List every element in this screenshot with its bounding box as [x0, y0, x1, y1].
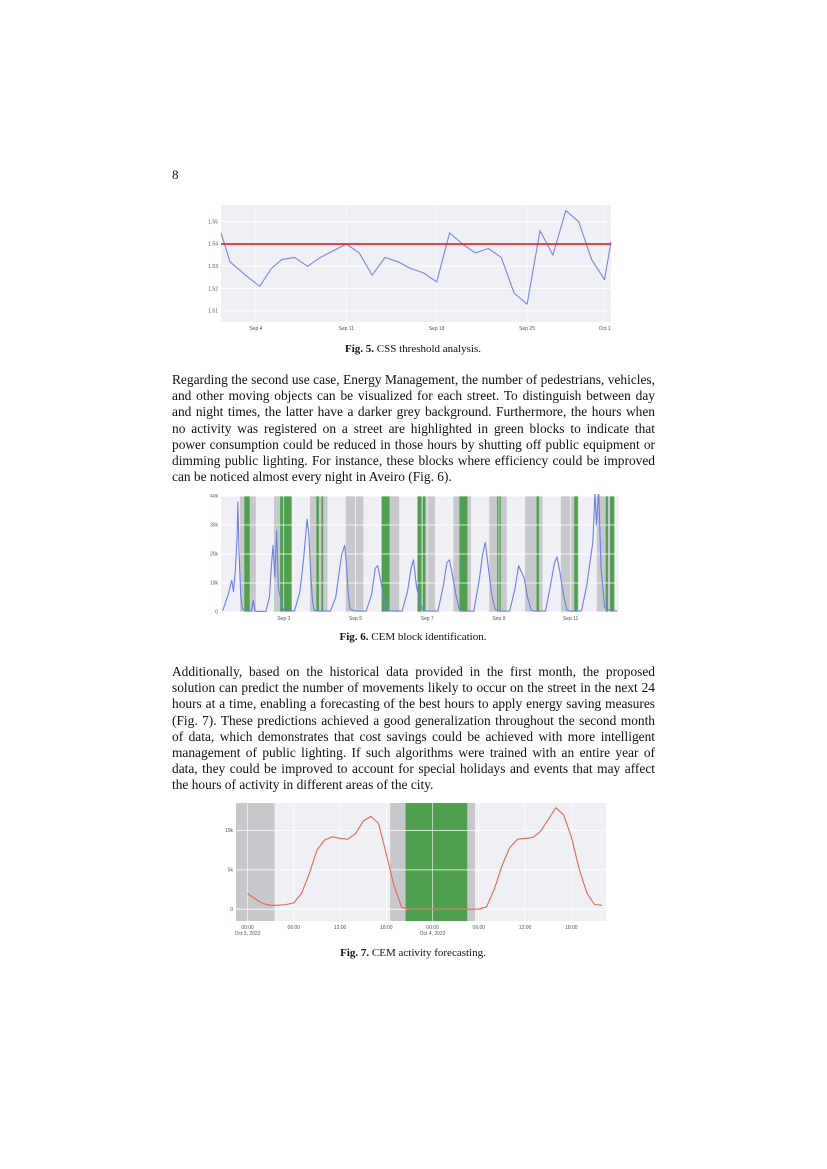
x-tick-label: Sep 11 [562, 616, 579, 622]
figure-7-label: Fig. 7. [340, 947, 370, 959]
x-tick-label: Sep 25 [519, 326, 535, 332]
cem-block-identification-chart [201, 494, 621, 626]
night-block [236, 803, 275, 921]
y-tick-label: 1.51 [208, 308, 218, 315]
y-tick-label: 0 [230, 906, 233, 913]
x-tick-label: 06:00 [472, 925, 486, 931]
figure-5-label: Fig. 5. [345, 343, 375, 355]
css-threshold-chart [205, 205, 613, 333]
x-tick-label: Sep 4 [249, 326, 263, 332]
inactivity-block [406, 803, 468, 921]
figure-7-caption [172, 947, 654, 959]
x-tick-label: 12:00 [333, 925, 347, 931]
y-tick-label: 10k [224, 828, 233, 835]
figure-6-text: CEM block identification. [371, 631, 487, 643]
figure-5-caption [172, 343, 654, 355]
x-tick-label: 18:00 [565, 925, 578, 931]
y-tick-label: 40k [209, 494, 218, 500]
x-date-label: Oct 4, 2022 [419, 931, 446, 937]
paragraph-forecasting: Additionally, based on the historical data provided in the first month, the proposed solution can predict the number of movements likely to occur on the street in the next 24 hours at a time, enabling a forecasting of the best hours to apply energy saving measures (Fig. 7). These predictions achieved a good generalization throughout the second month of data, which demonstrates that cost savings could be achieved with more intelligent management of public lighting. If such algorithms were trained with an entire year of data, they could be improved to account for special holidays and events that may affect the hours of activity in different areas of the city. [172, 664, 655, 793]
x-date-label: Oct 3, 2022 [234, 931, 261, 937]
y-tick-label: 1.53 [208, 263, 218, 270]
page-number: 8 [172, 167, 179, 182]
x-tick-label: Sep 11 [338, 326, 355, 332]
y-tick-label: 30k [209, 522, 218, 529]
figure-6-label: Fig. 6. [339, 631, 369, 643]
x-tick-label: Sep 18 [428, 326, 445, 332]
y-tick-label: 1.55 [208, 219, 218, 226]
x-tick-label: 06:00 [287, 925, 301, 931]
y-tick-label: 0 [215, 609, 218, 616]
figure-5-text: CSS threshold analysis. [376, 343, 481, 355]
cem-activity-forecasting-chart [216, 801, 612, 941]
figure-6-caption [172, 631, 654, 643]
x-tick-label: Sep 7 [420, 616, 434, 622]
y-tick-label: 20k [209, 551, 218, 558]
x-tick-label: Sep 3 [277, 616, 291, 622]
figure-7-text: CEM activity forecasting. [371, 947, 486, 959]
y-tick-label: 1.52 [208, 286, 218, 293]
paragraph-energy-management: Regarding the second use case, Energy Management, the number of pedestrians, vehicles, and other moving objects can be visualized for each street. To distinguish between day and night times, the latter have a darker grey background. Furthermore, the hours when no activity was registered on a street are highlighted in green blocks to indicate that power consumption could be reduced in those hours by shutting off public equipment or dimming public lighting. For instance, these blocks where efficiency could be improved can be noticed almost every night in Aveiro (Fig. 6). [172, 372, 655, 485]
x-tick-label: 00:00 [241, 925, 254, 931]
y-tick-label: 5k [227, 867, 233, 874]
y-tick-label: 10k [209, 580, 218, 587]
x-tick-label: Sep 5 [348, 616, 362, 622]
x-tick-label: Oct 1 [598, 326, 611, 332]
x-tick-label: 18:00 [380, 925, 393, 931]
plot-background [221, 205, 611, 322]
y-tick-label: 1.54 [208, 241, 218, 248]
x-tick-label: 12:00 [518, 925, 532, 931]
x-tick-label: Sep 9 [492, 616, 506, 622]
x-tick-label: 00:00 [426, 925, 439, 931]
